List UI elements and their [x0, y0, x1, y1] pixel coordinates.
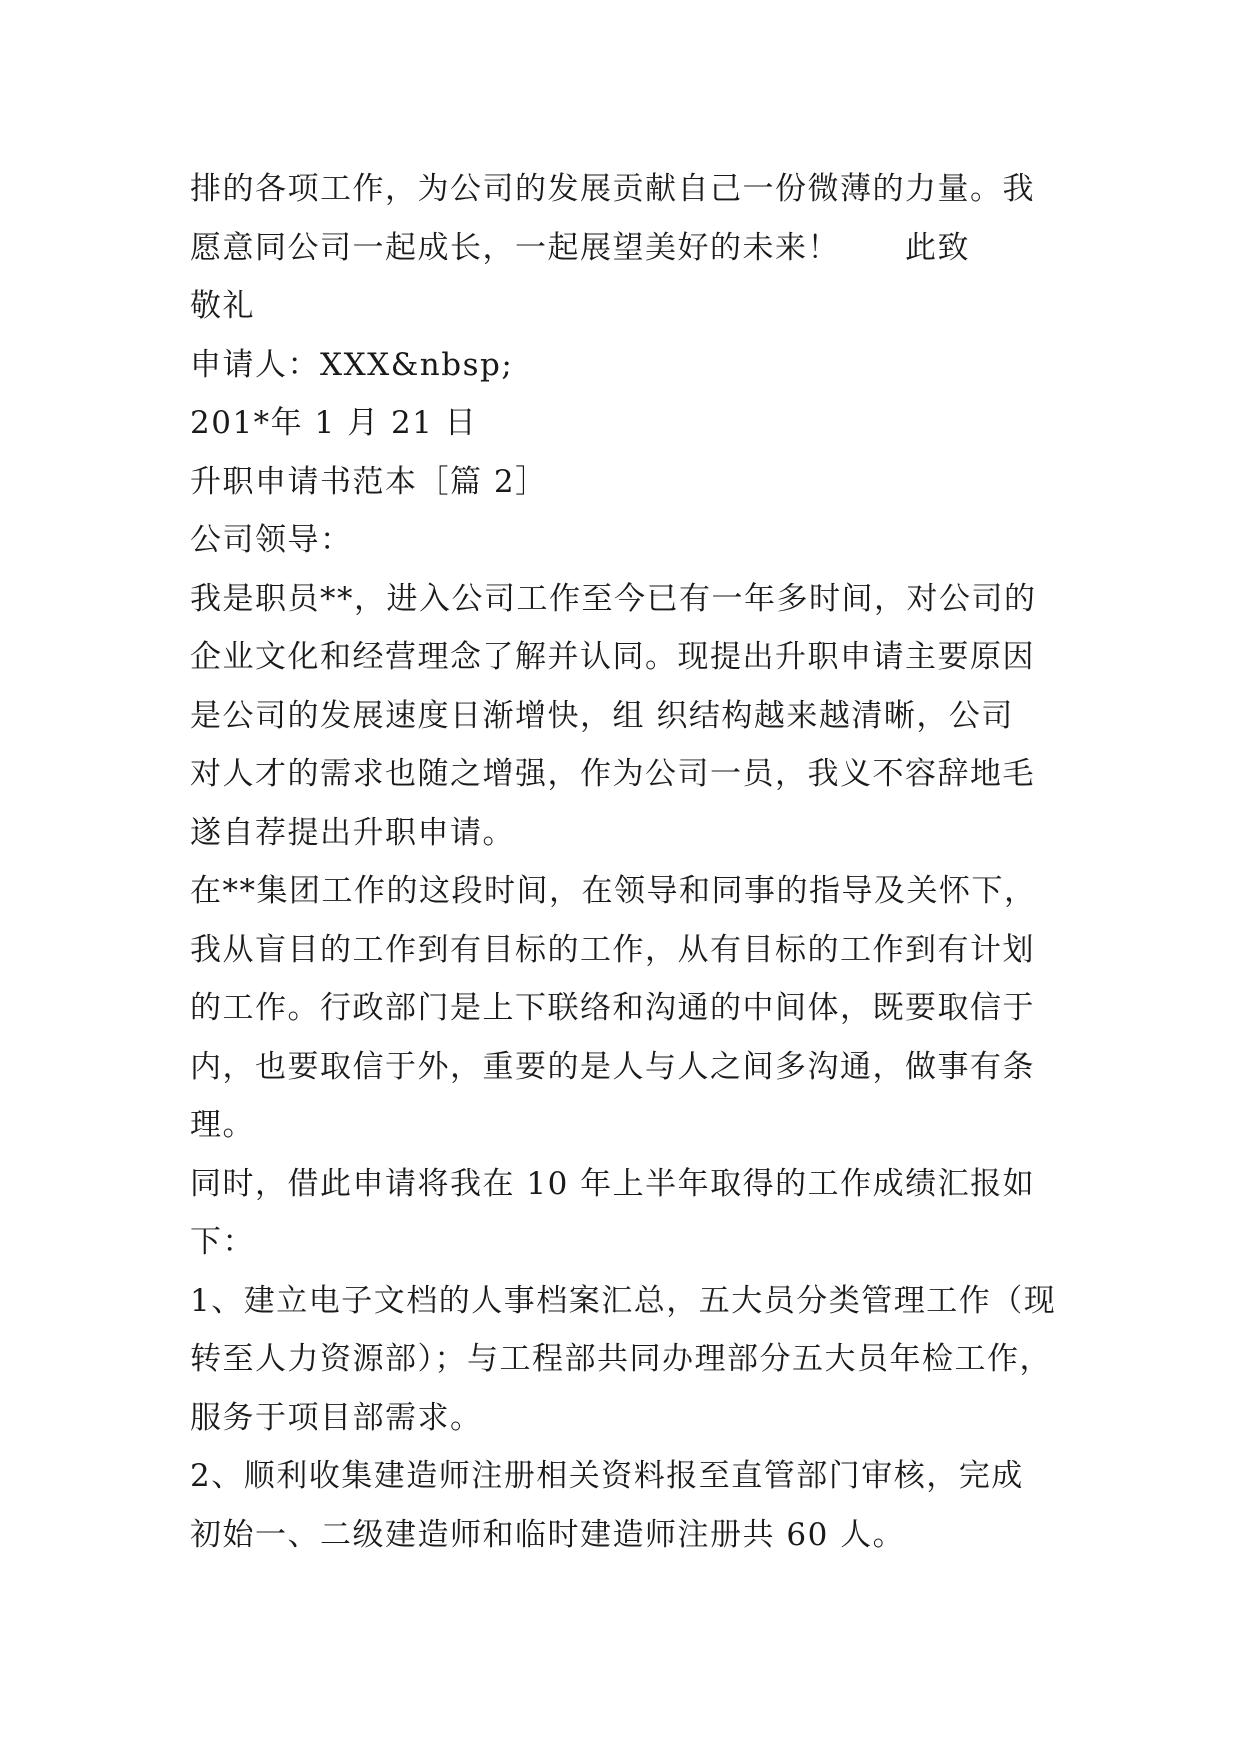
- list-item: 转至人力资源部）；与工程部共同办理部分五大员年检工作，: [190, 1341, 1052, 1377]
- document-page: [190, 160, 1060, 1564]
- list-item: 2、顺利收集建造师注册相关资料报至直管部门审核，完成: [190, 1458, 1024, 1494]
- list-item: 1、建立电子文档的人事档案汇总，五大员分类管理工作（现: [190, 1282, 1057, 1319]
- text-line: 对人才的需求也随之增强，作为公司一员，我义不容辞地毛: [190, 756, 1035, 792]
- list-item: 服务于项目部需求。: [190, 1399, 483, 1436]
- text-line: 愿意同公司一起成长，一起展望美好的未来！ 此致: [190, 229, 970, 266]
- text-line: 遂自荐提出升职申请。: [190, 814, 515, 851]
- text-line: 企业文化和经营理念了解并认同。现提出升职申请主要原因: [190, 639, 1035, 675]
- text-line: 敬礼: [190, 288, 255, 324]
- text-line: 排的各项工作，为公司的发展贡献自己一份微薄的力量。我: [190, 171, 1035, 207]
- text-line: 下：: [190, 1224, 255, 1260]
- text-line: 同时，借此申请将我在 10 年上半年取得的工作成绩汇报如: [190, 1165, 1036, 1202]
- section-title: 升职申请书范本［篇 2］: [190, 463, 548, 500]
- text-line: 理。: [190, 1107, 255, 1143]
- text-line: 我是职员**，进入公司工作至今已有一年多时间，对公司的: [190, 580, 1037, 617]
- text-line: 的工作。行政部门是上下联络和沟通的中间体，既要取信于: [190, 990, 1035, 1026]
- applicant-line: 申请人：XXX&nbsp;: [190, 346, 514, 383]
- text-line: 我从盲目的工作到有目标的工作，从有目标的工作到有计划: [190, 931, 1035, 968]
- list-item: 初始一、二级建造师和临时建造师注册共 60 人。: [190, 1516, 906, 1553]
- text-line: 在**集团工作的这段时间，在领导和同事的指导及关怀下，: [190, 873, 1037, 909]
- date-line: 201*年 1 月 21 日: [190, 405, 478, 441]
- salutation: 公司领导：: [190, 522, 353, 558]
- text-line: 内，也要取信于外，重要的是人与人之间多沟通，做事有条: [190, 1048, 1035, 1085]
- text-line: 是公司的发展速度日渐增快，组 织结构越来越清晰，公司: [190, 697, 1014, 734]
